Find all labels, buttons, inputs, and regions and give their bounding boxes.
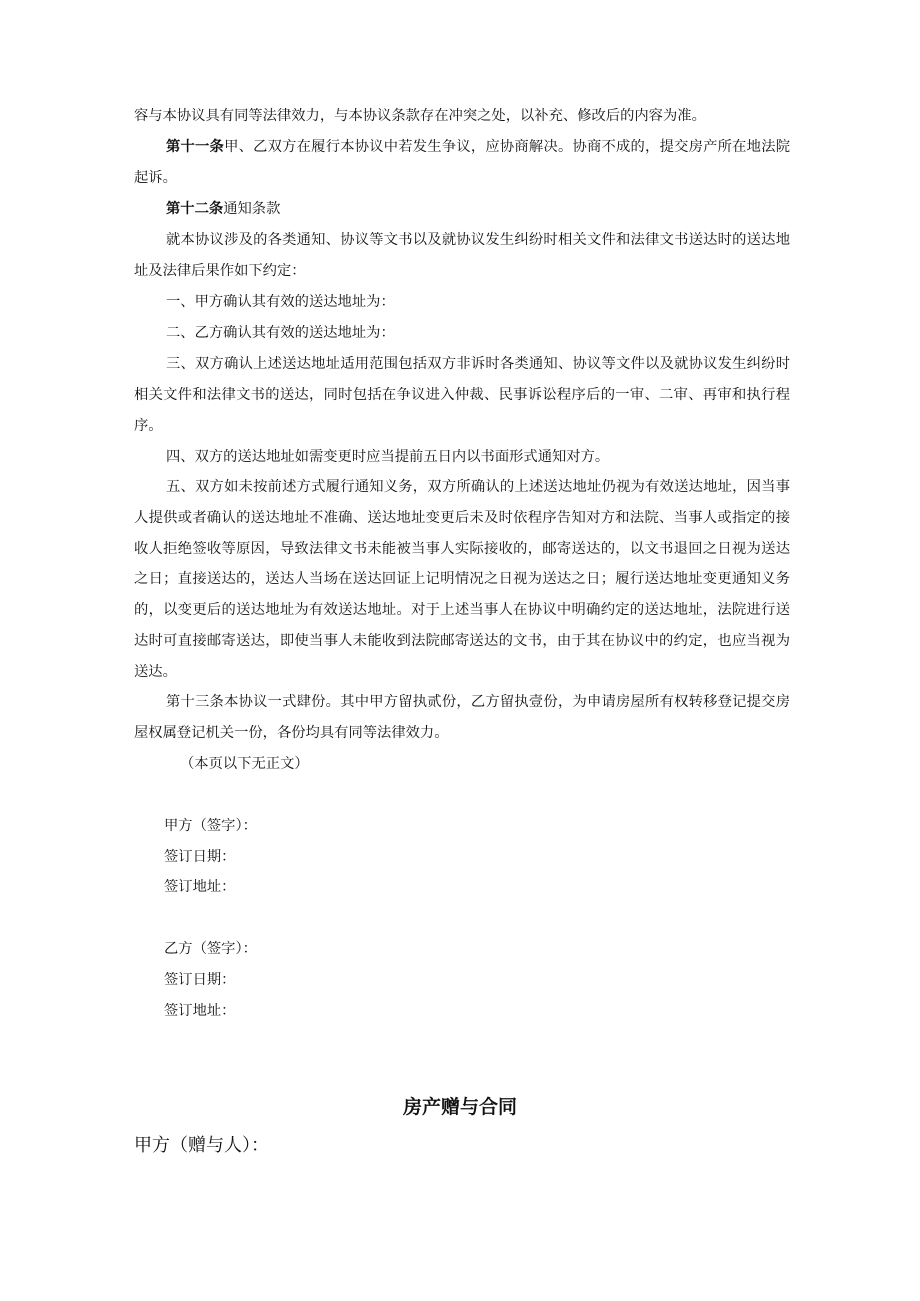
article-12-body: 通知条款 xyxy=(223,201,281,217)
notice-item-1: 一、甲方确认其有效的送达地址为： xyxy=(166,294,395,310)
party-b-address-label: 签订地址： xyxy=(164,1003,236,1019)
notice-item-2: 二、乙方确认其有效的送达地址为： xyxy=(166,325,395,341)
no-further-text-note: （本页以下无正文） xyxy=(180,756,309,772)
notice-item-3: 三、双方确认上述送达地址适用范围包括双方非诉时各类通知、协议等文件以及就协议发生纠纷时相关文件和法律文书的送达，同时包括在争议进入仲裁、民事诉讼程序后的一审、二审、再审和执行程序。 xyxy=(134,356,790,434)
party-a-date-label: 签订日期： xyxy=(164,849,236,865)
paragraph-continuation: 容与本协议具有同等法律效力，与本协议条款存在冲突之处，以补充、修改后的内容为准。 xyxy=(134,108,706,124)
article-12 xyxy=(134,194,790,225)
party-b-signature-label: 乙方（签字）： xyxy=(164,941,257,957)
contract-title: 房产赠与合同 xyxy=(402,1096,517,1118)
article-13: 第十三条本协议一式肆份。其中甲方留执贰份，乙方留执壹份，为申请房屋所有权转移登记提交房屋权属登记机关一份，各份均具有同等法律效力。 xyxy=(134,694,790,741)
article-11-heading: 第十一条 xyxy=(166,139,225,155)
party-b-date-label: 签订日期： xyxy=(164,972,236,988)
party-a-signature-label: 甲方（签字）： xyxy=(164,818,257,834)
donor-party-label: 甲方（赠与人）： xyxy=(134,1135,269,1156)
party-a-address-label: 签订地址： xyxy=(164,879,236,895)
article-12-heading: 第十二条 xyxy=(166,201,224,217)
article-12-intro: 就本协议涉及的各类通知、协议等文书以及就协议发生纠纷时相关文件和法律文书送达时的送达地址及法律后果作如下约定： xyxy=(134,232,790,279)
notice-item-4: 四、双方的送达地址如需变更时应当提前五日内以书面形式通知对方。 xyxy=(166,449,610,465)
notice-item-5: 五、双方如未按前述方式履行通知义务，双方所确认的上述送达地址仍视为有效送达地址，因当事人提供或者确认的送达地址不准确、送达地址变更后未及时依程序告知对方和法院、当事人或指定的接收人拒绝签收等原因，导致法律文书未能被当事人实际接收的，邮寄送达的，以文书退回之日视为送达之日；直接送达的，送达人当场在送达回证上记明情况之日视为送达之日；履行送达地址变更通知义务的，以变更后的送达地址为有效送达地址。对于上述当事人在协议中明确约定的送达地址，法院进行送达时可直接邮寄送达，即使当事人未能收到法院邮寄送达的文书，由于其在协议中的约定，也应当视为送达。 xyxy=(134,479,790,680)
article-11-body: 甲、乙双方在履行本协议中若发生争议，应协商解决。协商不成的，提交房产所在地法院起诉。 xyxy=(134,139,791,186)
article-11 xyxy=(134,132,790,194)
